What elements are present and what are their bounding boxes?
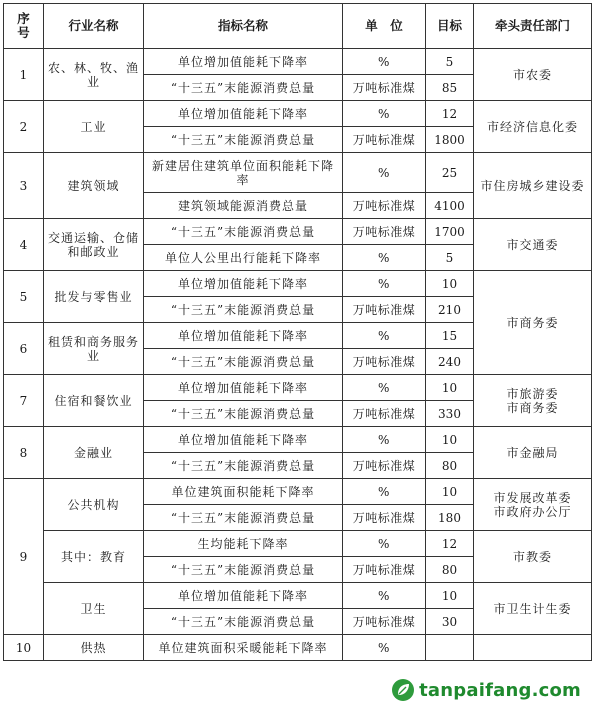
table-header-row [4, 4, 592, 49]
table-row [4, 271, 592, 297]
industry-cell: 住宿和餐饮业 [44, 375, 144, 427]
unit-cell: 万吨标准煤 [343, 401, 426, 427]
table-row [4, 49, 592, 75]
target-cell: 85 [426, 75, 474, 101]
target-cell: 80 [426, 557, 474, 583]
indicator-cell: “十三五”末能源消费总量 [144, 75, 343, 101]
indicator-cell: 单位增加值能耗下降率 [144, 49, 343, 75]
unit-cell: 万吨标准煤 [343, 349, 426, 375]
seq-cell: 4 [4, 219, 44, 271]
unit-cell: 万吨标准煤 [343, 505, 426, 531]
target-cell: 210 [426, 297, 474, 323]
table-row [4, 101, 592, 127]
industry-cell: 建筑领域 [44, 153, 144, 219]
industry-cell: 卫生 [44, 583, 144, 635]
target-cell: 10 [426, 583, 474, 609]
table-row [4, 583, 592, 609]
target-cell: 240 [426, 349, 474, 375]
seq-cell: 8 [4, 427, 44, 479]
indicator-cell: 单位增加值能耗下降率 [144, 271, 343, 297]
site-watermark [387, 676, 587, 704]
unit-cell: 万吨标准煤 [343, 557, 426, 583]
indicator-cell: 新建居住建筑单位面积能耗下降率 [144, 153, 343, 193]
table-row [4, 375, 592, 401]
industry-cell: 公共机构 [44, 479, 144, 531]
industry-cell: 交通运输、仓储和邮政业 [44, 219, 144, 271]
target-cell: 180 [426, 505, 474, 531]
industry-cell: 金融业 [44, 427, 144, 479]
header-dept: 牵头责任部门 [474, 4, 592, 49]
unit-cell: % [343, 479, 426, 505]
target-cell: 12 [426, 531, 474, 557]
indicator-cell: “十三五”末能源消费总量 [144, 127, 343, 153]
target-cell: 10 [426, 427, 474, 453]
unit-cell: % [343, 271, 426, 297]
unit-cell: % [343, 245, 426, 271]
unit-cell: % [343, 101, 426, 127]
target-cell: 12 [426, 101, 474, 127]
target-cell: 5 [426, 245, 474, 271]
seq-cell: 2 [4, 101, 44, 153]
dept-cell: 市发展改革委 市政府办公厅 [474, 479, 592, 531]
seq-cell: 7 [4, 375, 44, 427]
industry-cell: 供热 [44, 635, 144, 661]
target-cell: 25 [426, 153, 474, 193]
industry-cell: 农、林、牧、渔业 [44, 49, 144, 101]
unit-cell: % [343, 583, 426, 609]
dept-cell: 市交通委 [474, 219, 592, 271]
indicator-cell: “十三五”末能源消费总量 [144, 349, 343, 375]
seq-cell: 6 [4, 323, 44, 375]
target-cell: 10 [426, 271, 474, 297]
leaf-logo-icon [391, 678, 415, 702]
target-cell [426, 635, 474, 661]
dept-cell: 市教委 [474, 531, 592, 583]
seq-cell: 3 [4, 153, 44, 219]
unit-cell: % [343, 49, 426, 75]
table-row [4, 153, 592, 193]
dept-cell: 市旅游委 市商务委 [474, 375, 592, 427]
indicator-cell: 单位增加值能耗下降率 [144, 323, 343, 349]
unit-cell: 万吨标准煤 [343, 609, 426, 635]
table-row [4, 531, 592, 557]
dept-cell: 市商务委 [474, 271, 592, 375]
target-cell: 1700 [426, 219, 474, 245]
unit-cell: 万吨标准煤 [343, 453, 426, 479]
unit-cell: 万吨标准煤 [343, 219, 426, 245]
unit-cell: 万吨标准煤 [343, 297, 426, 323]
header-target: 目标 [426, 4, 474, 49]
indicator-cell: 单位增加值能耗下降率 [144, 583, 343, 609]
dept-cell: 市经济信息化委 [474, 101, 592, 153]
unit-cell: % [343, 323, 426, 349]
industry-cell: 工业 [44, 101, 144, 153]
indicator-cell: “十三五”末能源消费总量 [144, 609, 343, 635]
seq-cell: 1 [4, 49, 44, 101]
dept-cell: 市农委 [474, 49, 592, 101]
dept-cell [474, 635, 592, 661]
target-cell: 80 [426, 453, 474, 479]
target-cell: 15 [426, 323, 474, 349]
indicator-cell: 单位建筑面积采暖能耗下降率 [144, 635, 343, 661]
target-cell: 10 [426, 375, 474, 401]
target-cell: 330 [426, 401, 474, 427]
indicator-cell: 单位增加值能耗下降率 [144, 101, 343, 127]
header-indicator: 指标名称 [144, 4, 343, 49]
target-cell: 4100 [426, 193, 474, 219]
target-cell: 30 [426, 609, 474, 635]
seq-cell: 5 [4, 271, 44, 323]
watermark-text: tanpaifang.com [419, 679, 581, 701]
industry-cell: 批发与零售业 [44, 271, 144, 323]
indicator-cell: 单位增加值能耗下降率 [144, 427, 343, 453]
unit-cell: % [343, 427, 426, 453]
energy-target-table [3, 3, 592, 661]
dept-cell: 市住房城乡建设委 [474, 153, 592, 219]
header-unit: 单 位 [343, 4, 426, 49]
indicator-cell: “十三五”末能源消费总量 [144, 297, 343, 323]
industry-cell: 其中：教育 [44, 531, 144, 583]
indicator-cell: 单位增加值能耗下降率 [144, 375, 343, 401]
header-industry: 行业名称 [44, 4, 144, 49]
dept-cell: 市金融局 [474, 427, 592, 479]
indicator-cell: “十三五”末能源消费总量 [144, 557, 343, 583]
dept-cell: 市卫生计生委 [474, 583, 592, 635]
unit-cell: % [343, 635, 426, 661]
indicator-cell: 单位建筑面积能耗下降率 [144, 479, 343, 505]
indicator-cell: 单位人公里出行能耗下降率 [144, 245, 343, 271]
unit-cell: 万吨标准煤 [343, 75, 426, 101]
indicator-cell: “十三五”末能源消费总量 [144, 453, 343, 479]
indicator-cell: “十三五”末能源消费总量 [144, 401, 343, 427]
target-cell: 10 [426, 479, 474, 505]
table-row [4, 219, 592, 245]
seq-cell: 9 [4, 479, 44, 635]
seq-cell: 10 [4, 635, 44, 661]
unit-cell: % [343, 153, 426, 193]
indicator-cell: 建筑领域能源消费总量 [144, 193, 343, 219]
target-cell: 5 [426, 49, 474, 75]
indicator-cell: “十三五”末能源消费总量 [144, 505, 343, 531]
unit-cell: % [343, 375, 426, 401]
table-row [4, 479, 592, 505]
unit-cell: 万吨标准煤 [343, 127, 426, 153]
unit-cell: % [343, 531, 426, 557]
table-row [4, 427, 592, 453]
target-cell: 1800 [426, 127, 474, 153]
industry-cell: 租赁和商务服务业 [44, 323, 144, 375]
table-row [4, 635, 592, 661]
header-seq: 序 号 [4, 4, 44, 49]
indicator-cell: “十三五”末能源消费总量 [144, 219, 343, 245]
indicator-cell: 生均能耗下降率 [144, 531, 343, 557]
unit-cell: 万吨标准煤 [343, 193, 426, 219]
